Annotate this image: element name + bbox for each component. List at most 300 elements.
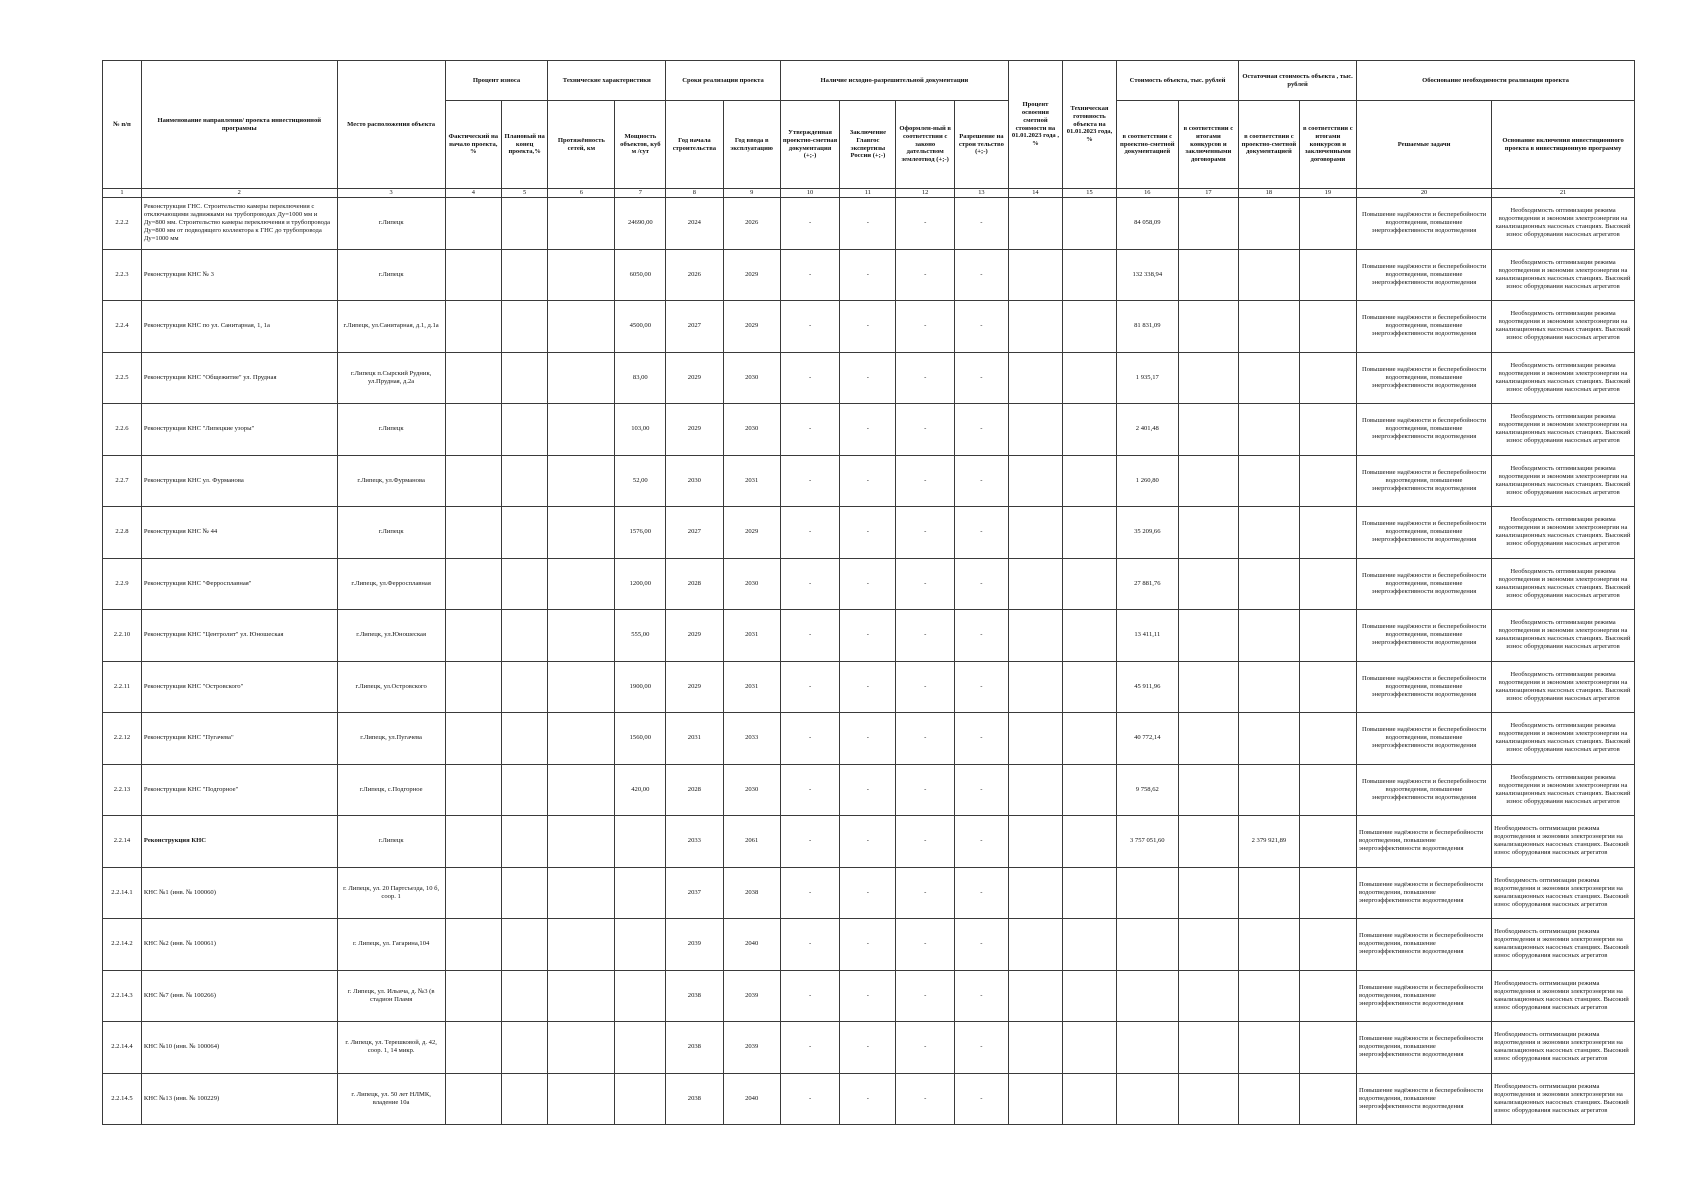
column-number: 9: [723, 189, 780, 198]
cell-length: [548, 404, 615, 456]
cell-doc-land: -: [896, 661, 954, 713]
cell-doc-permit: -: [954, 713, 1008, 765]
cell-num: 2.2.14.3: [103, 970, 142, 1022]
column-number: 13: [954, 189, 1008, 198]
cell-doc-land: -: [896, 198, 954, 250]
cell-doc-approved: -: [780, 867, 839, 919]
cell-share: [1008, 867, 1062, 919]
cell-resid-psd: [1239, 713, 1300, 765]
cell-num: 2.2.14.1: [103, 867, 142, 919]
cell-year-end: 2040: [723, 1073, 780, 1125]
cell-basis: Необходимость оптимизации режима водоотведения и экономии электроэнергии на канализационных насосных станциях. Высокий износ оборудования насосных агрегатов: [1492, 1073, 1635, 1125]
cell-capacity: 4500,00: [615, 301, 666, 353]
cell-year-end: 2029: [723, 301, 780, 353]
header-just-group: Обоснование необходимости реализации проекта: [1357, 61, 1635, 101]
cell-wear-plan: [501, 558, 548, 610]
cell-doc-approved: -: [780, 198, 839, 250]
cell-share: [1008, 713, 1062, 765]
cell-place: г. Липецк, ул. Гагарина,104: [337, 919, 445, 971]
cell-doc-permit: -: [954, 970, 1008, 1022]
cell-readiness: [1062, 301, 1116, 353]
cell-wear-fact: [445, 455, 501, 507]
cell-year-start: 2031: [666, 713, 723, 765]
cell-doc-expert: -: [840, 610, 896, 662]
cell-num: 2.2.3: [103, 249, 142, 301]
header-capacity: Мощность объектов, куб м /сут: [615, 101, 666, 189]
cell-num: 2.2.14.4: [103, 1022, 142, 1074]
cell-doc-land: -: [896, 867, 954, 919]
cell-wear-plan: [501, 919, 548, 971]
cell-doc-permit: -: [954, 352, 1008, 404]
cell-cost-psd: 35 209,66: [1117, 507, 1179, 559]
cell-wear-plan: [501, 352, 548, 404]
cell-place: г.Липецк, ул.Юношеская: [337, 610, 445, 662]
cell-name: Реконструкция КНС № 44: [141, 507, 337, 559]
cell-num: 2.2.9: [103, 558, 142, 610]
cell-year-end: 2030: [723, 404, 780, 456]
cell-capacity: [615, 1022, 666, 1074]
table-row: [103, 198, 1635, 250]
header-wear-group: Процент износа: [445, 61, 548, 101]
cell-num: 2.2.5: [103, 352, 142, 404]
cell-num: 2.2.10: [103, 610, 142, 662]
cell-place: г.Липецк: [337, 404, 445, 456]
cell-resid-psd: [1239, 661, 1300, 713]
cell-capacity: 52,00: [615, 455, 666, 507]
cell-capacity: 1576,00: [615, 507, 666, 559]
cell-capacity: [615, 1073, 666, 1125]
cell-name: Реконструкция ГНС. Строительство камеры переключения с отключающими задвижками на трубопроводах Ду=1000 мм и Ду=800 мм. Строительство камеры переключения и трубопровода Ду=800 мм от подводящего коллектора к ГНС до трубопровода Ду=1000 мм: [141, 198, 337, 250]
cell-place: г. Липецк, ул. 20 Партсъезда, 10 б, соор. 1: [337, 867, 445, 919]
cell-length: [548, 970, 615, 1022]
cell-doc-permit: -: [954, 558, 1008, 610]
cell-doc-approved: -: [780, 816, 839, 868]
cell-capacity: [615, 970, 666, 1022]
header-share: Процент освоения сметной стоимости на 01.01.2023 года , %: [1008, 61, 1062, 189]
cell-cost-psd: [1117, 867, 1179, 919]
table-row: [103, 352, 1635, 404]
cell-basis: Необходимость оптимизации режима водоотведения и экономии электроэнергии на канализационных насосных станциях. Высокий износ оборудования насосных агрегатов: [1492, 507, 1635, 559]
cell-resid-contract: [1299, 301, 1356, 353]
cell-year-start: 2027: [666, 507, 723, 559]
cell-name: КНС №1 (инв. № 100060): [141, 867, 337, 919]
column-number: 7: [615, 189, 666, 198]
cell-doc-approved: -: [780, 610, 839, 662]
cell-doc-expert: -: [840, 764, 896, 816]
cell-readiness: [1062, 816, 1116, 868]
cell-capacity: 1900,00: [615, 661, 666, 713]
cell-length: [548, 661, 615, 713]
cell-doc-land: -: [896, 713, 954, 765]
cell-place: г.Липецк: [337, 507, 445, 559]
cell-wear-plan: [501, 661, 548, 713]
cell-place: г.Липецк: [337, 816, 445, 868]
cell-basis: Необходимость оптимизации режима водоотведения и экономии электроэнергии на канализационных насосных станциях. Высокий износ оборудования насосных агрегатов: [1492, 404, 1635, 456]
cell-readiness: [1062, 1022, 1116, 1074]
cell-doc-land: -: [896, 507, 954, 559]
cell-share: [1008, 249, 1062, 301]
cell-wear-plan: [501, 816, 548, 868]
table-row: [103, 867, 1635, 919]
cell-cost-contract: [1178, 249, 1239, 301]
cell-basis: Необходимость оптимизации режима водоотведения и экономии электроэнергии на канализационных насосных станциях. Высокий износ оборудования насосных агрегатов: [1492, 1022, 1635, 1074]
cell-readiness: [1062, 455, 1116, 507]
cell-length: [548, 1073, 615, 1125]
cell-readiness: [1062, 610, 1116, 662]
cell-basis: Необходимость оптимизации режима водоотведения и экономии электроэнергии на канализационных насосных станциях. Высокий износ оборудования насосных агрегатов: [1492, 301, 1635, 353]
cell-name: КНС №2 (инв. № 100061): [141, 919, 337, 971]
cell-resid-psd: [1239, 404, 1300, 456]
cell-name: Реконструкция КНС: [141, 816, 337, 868]
cell-place: г. Липецк, ул. Терешковой, д. 42, соор. 1, 14 микр.: [337, 1022, 445, 1074]
cell-tasks: Повышение надёжности и бесперебойности водоотведения, повышение энергоэффективности водоотведения: [1357, 867, 1492, 919]
cell-wear-plan: [501, 867, 548, 919]
column-number: 19: [1299, 189, 1356, 198]
cell-basis: Необходимость оптимизации режима водоотведения и экономии электроэнергии на канализационных насосных станциях. Высокий износ оборудования насосных агрегатов: [1492, 558, 1635, 610]
cell-doc-permit: -: [954, 404, 1008, 456]
cell-year-end: 2033: [723, 713, 780, 765]
cell-basis: Необходимость оптимизации режима водоотведения и экономии электроэнергии на канализационных насосных станциях. Высокий износ оборудования насосных агрегатов: [1492, 713, 1635, 765]
cell-wear-fact: [445, 198, 501, 250]
column-number: 18: [1239, 189, 1300, 198]
cell-tasks: Повышение надёжности и бесперебойности водоотведения, повышение энергоэффективности водоотведения: [1357, 1073, 1492, 1125]
column-number: 12: [896, 189, 954, 198]
cell-tasks: Повышение надёжности и бесперебойности водоотведения, повышение энергоэффективности водоотведения: [1357, 558, 1492, 610]
header-resid-contract: в соответствии с итогами конкурсов и заключенными договорами: [1299, 101, 1356, 189]
cell-num: 2.2.11: [103, 661, 142, 713]
table-row: [103, 455, 1635, 507]
cell-year-start: 2029: [666, 661, 723, 713]
cell-resid-psd: [1239, 764, 1300, 816]
cell-readiness: [1062, 558, 1116, 610]
cell-doc-permit: -: [954, 610, 1008, 662]
cell-readiness: [1062, 507, 1116, 559]
cell-doc-land: -: [896, 970, 954, 1022]
cell-readiness: [1062, 404, 1116, 456]
header-name: Наименование направления/ проекта инвестиционной программы: [141, 61, 337, 189]
table-body: [103, 198, 1635, 1125]
cell-year-start: 2038: [666, 1073, 723, 1125]
cell-doc-approved: -: [780, 507, 839, 559]
cell-doc-land: -: [896, 301, 954, 353]
column-number-row: [103, 189, 1635, 198]
cell-resid-contract: [1299, 352, 1356, 404]
cell-cost-contract: [1178, 713, 1239, 765]
cell-tasks: Повышение надёжности и бесперебойности водоотведения, повышение энергоэффективности водоотведения: [1357, 301, 1492, 353]
cell-length: [548, 558, 615, 610]
cell-doc-permit: -: [954, 1073, 1008, 1125]
cell-wear-plan: [501, 610, 548, 662]
cell-doc-land: -: [896, 455, 954, 507]
column-number: 10: [780, 189, 839, 198]
cell-cost-contract: [1178, 970, 1239, 1022]
column-number: 5: [501, 189, 548, 198]
cell-wear-fact: [445, 352, 501, 404]
cell-name: Реконструкция КНС "Общежитие" ул. Прудная: [141, 352, 337, 404]
cell-readiness: [1062, 352, 1116, 404]
cell-wear-fact: [445, 1022, 501, 1074]
cell-resid-psd: [1239, 198, 1300, 250]
cell-length: [548, 919, 615, 971]
cell-readiness: [1062, 198, 1116, 250]
cell-cost-psd: 13 411,11: [1117, 610, 1179, 662]
column-number: 11: [840, 189, 896, 198]
cell-year-end: 2061: [723, 816, 780, 868]
header-cost-psd: в соответствии с проектно-сметной документацией: [1117, 101, 1179, 189]
cell-name: Реконструкция КНС ул. Фурманова: [141, 455, 337, 507]
cell-capacity: [615, 816, 666, 868]
cell-doc-approved: -: [780, 249, 839, 301]
cell-doc-expert: -: [840, 919, 896, 971]
cell-capacity: [615, 867, 666, 919]
table-header: [103, 61, 1635, 198]
cell-year-start: 2028: [666, 764, 723, 816]
cell-capacity: 6050,00: [615, 249, 666, 301]
cell-num: 2.2.4: [103, 301, 142, 353]
cell-capacity: 24690,00: [615, 198, 666, 250]
cell-year-end: 2031: [723, 661, 780, 713]
cell-name: Реконструкция КНС "Подгорное": [141, 764, 337, 816]
cell-length: [548, 352, 615, 404]
header-resid-psd: в соответствии с проектно-сметной документацией: [1239, 101, 1300, 189]
cell-readiness: [1062, 249, 1116, 301]
table-row: [103, 610, 1635, 662]
cell-resid-contract: [1299, 558, 1356, 610]
cell-place: г.Липецк п.Сырский Рудник, ул.Прудная, д.2а: [337, 352, 445, 404]
cell-basis: Необходимость оптимизации режима водоотведения и экономии электроэнергии на канализационных насосных станциях. Высокий износ оборудования насосных агрегатов: [1492, 610, 1635, 662]
cell-basis: Необходимость оптимизации режима водоотведения и экономии электроэнергии на канализационных насосных станциях. Высокий износ оборудования насосных агрегатов: [1492, 661, 1635, 713]
cell-cost-psd: 1 260,80: [1117, 455, 1179, 507]
cell-doc-permit: -: [954, 455, 1008, 507]
cell-cost-psd: [1117, 919, 1179, 971]
cell-doc-permit: -: [954, 301, 1008, 353]
cell-cost-contract: [1178, 198, 1239, 250]
table-row: [103, 404, 1635, 456]
cell-resid-contract: [1299, 455, 1356, 507]
cell-doc-approved: -: [780, 919, 839, 971]
cell-share: [1008, 507, 1062, 559]
cell-year-start: 2039: [666, 919, 723, 971]
cell-doc-land: -: [896, 919, 954, 971]
cell-share: [1008, 404, 1062, 456]
cell-capacity: 103,00: [615, 404, 666, 456]
cell-doc-approved: -: [780, 455, 839, 507]
table-row: [103, 1022, 1635, 1074]
cell-year-end: 2039: [723, 970, 780, 1022]
cell-length: [548, 301, 615, 353]
cell-num: 2.2.7: [103, 455, 142, 507]
cell-num: 2.2.14: [103, 816, 142, 868]
cell-cost-contract: [1178, 352, 1239, 404]
cell-name: Реконструкция КНС "Ферросплавная": [141, 558, 337, 610]
header-length: Протяжённость сетей, км: [548, 101, 615, 189]
cell-tasks: Повышение надёжности и бесперебойности водоотведения, повышение энергоэффективности водоотведения: [1357, 198, 1492, 250]
cell-readiness: [1062, 764, 1116, 816]
header-terms-group: Сроки реализации проекта: [666, 61, 781, 101]
cell-cost-psd: 2 401,48: [1117, 404, 1179, 456]
cell-doc-expert: -: [840, 713, 896, 765]
cell-resid-psd: [1239, 558, 1300, 610]
cell-tasks: Повышение надёжности и бесперебойности водоотведения, повышение энергоэффективности водоотведения: [1357, 816, 1492, 868]
cell-name: КНС №7 (инв. № 100266): [141, 970, 337, 1022]
cell-doc-expert: -: [840, 198, 896, 250]
cell-readiness: [1062, 1073, 1116, 1125]
cell-basis: Необходимость оптимизации режима водоотведения и экономии электроэнергии на канализационных насосных станциях. Высокий износ оборудования насосных агрегатов: [1492, 867, 1635, 919]
cell-resid-contract: [1299, 610, 1356, 662]
cell-share: [1008, 970, 1062, 1022]
cell-year-end: 2038: [723, 867, 780, 919]
cell-doc-approved: -: [780, 970, 839, 1022]
table-row: [103, 558, 1635, 610]
cell-resid-psd: [1239, 1022, 1300, 1074]
column-number: 15: [1062, 189, 1116, 198]
column-number: 2: [141, 189, 337, 198]
cell-doc-expert: -: [840, 1073, 896, 1125]
cell-tasks: Повышение надёжности и бесперебойности водоотведения, повышение энергоэффективности водоотведения: [1357, 661, 1492, 713]
cell-num: 2.2.2: [103, 198, 142, 250]
cell-wear-fact: [445, 764, 501, 816]
cell-cost-contract: [1178, 455, 1239, 507]
cell-doc-expert: -: [840, 301, 896, 353]
cell-num: 2.2.13: [103, 764, 142, 816]
cell-doc-expert: -: [840, 1022, 896, 1074]
cell-cost-psd: 132 338,94: [1117, 249, 1179, 301]
cell-length: [548, 249, 615, 301]
header-readiness: Техническая готовность объекта на 01.01.2023 года, %: [1062, 61, 1116, 189]
cell-num: 2.2.14.5: [103, 1073, 142, 1125]
cell-tasks: Повышение надёжности и бесперебойности водоотведения, повышение энергоэффективности водоотведения: [1357, 249, 1492, 301]
cell-wear-fact: [445, 558, 501, 610]
cell-basis: Необходимость оптимизации режима водоотведения и экономии электроэнергии на канализационных насосных станциях. Высокий износ оборудования насосных агрегатов: [1492, 764, 1635, 816]
cell-wear-fact: [445, 970, 501, 1022]
cell-year-start: 2033: [666, 816, 723, 868]
cell-place: г.Липецк, ул.Пугачева: [337, 713, 445, 765]
cell-name: Реконструкция КНС по ул. Санитарная, 1, 1а: [141, 301, 337, 353]
header-wear-plan: Плановый на конец проекта,%: [501, 101, 548, 189]
cell-tasks: Повышение надёжности и бесперебойности водоотведения, повышение энергоэффективности водоотведения: [1357, 1022, 1492, 1074]
cell-doc-permit: -: [954, 249, 1008, 301]
cell-tasks: Повышение надёжности и бесперебойности водоотведения, повышение энергоэффективности водоотведения: [1357, 610, 1492, 662]
cell-wear-fact: [445, 249, 501, 301]
cell-year-end: 2031: [723, 610, 780, 662]
table-row: [103, 764, 1635, 816]
cell-place: г.Липецк: [337, 249, 445, 301]
cell-place: г.Липецк, ул.Фурманова: [337, 455, 445, 507]
cell-name: КНС №10 (инв. № 100064): [141, 1022, 337, 1074]
cell-capacity: 1560,00: [615, 713, 666, 765]
cell-doc-approved: -: [780, 713, 839, 765]
cell-cost-contract: [1178, 507, 1239, 559]
cell-year-start: 2029: [666, 404, 723, 456]
cell-cost-psd: 40 772,14: [1117, 713, 1179, 765]
cell-doc-permit: -: [954, 867, 1008, 919]
cell-resid-psd: [1239, 352, 1300, 404]
cell-year-end: 2026: [723, 198, 780, 250]
cell-tasks: Повышение надёжности и бесперебойности водоотведения, повышение энергоэффективности водоотведения: [1357, 455, 1492, 507]
cell-doc-expert: -: [840, 867, 896, 919]
cell-year-start: 2038: [666, 970, 723, 1022]
cell-doc-expert: -: [840, 455, 896, 507]
cell-cost-psd: 27 881,76: [1117, 558, 1179, 610]
cell-readiness: [1062, 919, 1116, 971]
header-cost-contract: в соответствии с итогами конкурсов и заключенными договорами: [1178, 101, 1239, 189]
header-docs-group: Наличие исходно-разрешительной документации: [780, 61, 1008, 101]
cell-resid-psd: [1239, 301, 1300, 353]
cell-share: [1008, 455, 1062, 507]
cell-resid-psd: [1239, 970, 1300, 1022]
cell-place: г. Липецк, ул. Ильича, д. №3 (в стадион Пламя: [337, 970, 445, 1022]
column-number: 1: [103, 189, 142, 198]
cell-readiness: [1062, 867, 1116, 919]
cell-capacity: 1200,00: [615, 558, 666, 610]
cell-wear-plan: [501, 764, 548, 816]
cell-share: [1008, 198, 1062, 250]
cell-resid-contract: [1299, 404, 1356, 456]
cell-year-start: 2029: [666, 610, 723, 662]
header-resid-group: Остаточная стоимость объекта , тыс. рублей: [1239, 61, 1357, 101]
cell-doc-permit: -: [954, 1022, 1008, 1074]
cell-capacity: 420,00: [615, 764, 666, 816]
column-number: 21: [1492, 189, 1635, 198]
cell-wear-plan: [501, 455, 548, 507]
cell-share: [1008, 1073, 1062, 1125]
cell-share: [1008, 919, 1062, 971]
cell-name: КНС №13 (инв. № 100229): [141, 1073, 337, 1125]
cell-year-end: 2029: [723, 507, 780, 559]
cell-tasks: Повышение надёжности и бесперебойности водоотведения, повышение энергоэффективности водоотведения: [1357, 507, 1492, 559]
cell-year-start: 2027: [666, 301, 723, 353]
cell-year-start: 2029: [666, 352, 723, 404]
header-year-start: Год начала строительства: [666, 101, 723, 189]
table-row: [103, 713, 1635, 765]
header-doc-land: Оформлен-ный в соответствии с законо дательством землеотвод (+;-): [896, 101, 954, 189]
cell-num: 2.2.6: [103, 404, 142, 456]
cell-doc-expert: -: [840, 352, 896, 404]
cell-length: [548, 816, 615, 868]
cell-basis: Необходимость оптимизации режима водоотведения и экономии электроэнергии на канализационных насосных станциях. Высокий износ оборудования насосных агрегатов: [1492, 198, 1635, 250]
investment-program-sheet: [102, 60, 1635, 1125]
cell-length: [548, 1022, 615, 1074]
cell-resid-psd: [1239, 507, 1300, 559]
cell-doc-land: -: [896, 249, 954, 301]
cell-resid-contract: [1299, 661, 1356, 713]
cell-basis: Необходимость оптимизации режима водоотведения и экономии электроэнергии на канализационных насосных станциях. Высокий износ оборудования насосных агрегатов: [1492, 352, 1635, 404]
cell-doc-approved: -: [780, 1022, 839, 1074]
cell-wear-plan: [501, 198, 548, 250]
cell-place: г.Липецк, ул.Ферросплавная: [337, 558, 445, 610]
cell-doc-land: -: [896, 352, 954, 404]
cell-basis: Необходимость оптимизации режима водоотведения и экономии электроэнергии на канализационных насосных станциях. Высокий износ оборудования насосных агрегатов: [1492, 816, 1635, 868]
cell-length: [548, 507, 615, 559]
column-number: 14: [1008, 189, 1062, 198]
cell-length: [548, 867, 615, 919]
cell-wear-fact: [445, 867, 501, 919]
cell-resid-psd: [1239, 455, 1300, 507]
cell-capacity: 555,00: [615, 610, 666, 662]
cell-doc-permit: -: [954, 198, 1008, 250]
cell-wear-fact: [445, 610, 501, 662]
cell-name: Реконструкция КНС "Центролит" ул. Юношеская: [141, 610, 337, 662]
cell-readiness: [1062, 661, 1116, 713]
cell-doc-approved: -: [780, 1073, 839, 1125]
cell-year-end: 2030: [723, 764, 780, 816]
cell-doc-approved: -: [780, 764, 839, 816]
cell-resid-contract: [1299, 764, 1356, 816]
cell-cost-contract: [1178, 404, 1239, 456]
cell-year-start: 2038: [666, 1022, 723, 1074]
header-year-end: Год ввода в эксплуатацию: [723, 101, 780, 189]
cell-length: [548, 764, 615, 816]
